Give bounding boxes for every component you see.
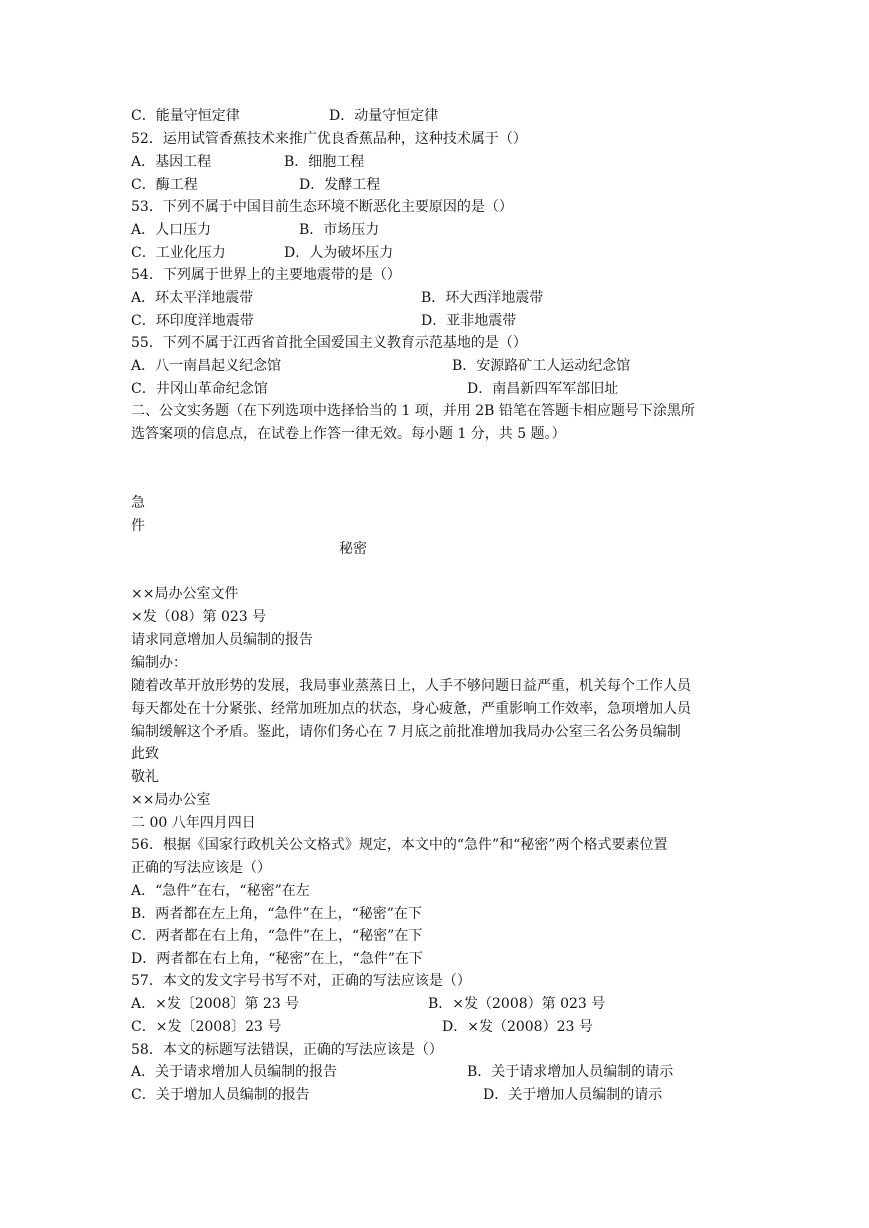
secret-mark: 秘密 <box>339 541 367 557</box>
q56-stem-line1: 56．根据《国家行政机关公文格式》规定，本文中的“急件”和“秘密”两个格式要素位置 <box>131 837 668 853</box>
q52-option-a: A．基因工程 <box>131 154 212 170</box>
q53-stem: 53．下列不属于中国目前生态环境不断恶化主要原因的是（） <box>131 199 513 215</box>
q57-option-c: C．×发〔2008〕23 号 <box>131 1019 282 1035</box>
q54-option-a: A．环太平洋地震带 <box>131 290 254 306</box>
q53-option-b: B．市场压力 <box>299 222 380 238</box>
q56-option-b: B．两者都在左上角，“急件”在上，“秘密”在下 <box>131 906 422 922</box>
doc-body-line2: 每天都处在十分紧张、经常加班加点的状态，身心疲惫，严重影响工作效率，急项增加人员 <box>131 701 691 717</box>
q53-option-a: A．人口压力 <box>131 222 212 238</box>
doc-issuer: ××局办公室文件 <box>131 586 239 602</box>
q55-stem: 55．下列不属于江西省首批全国爱国主义教育示范基地的是（） <box>131 335 527 351</box>
q58-option-c: C．关于增加人员编制的报告 <box>131 1087 310 1103</box>
section2-heading-line2: 选答案项的信息点，在试卷上作答一律无效。每小题 1 分，共 5 题。） <box>131 426 566 442</box>
q57-option-a: A．×发〔2008〕第 23 号 <box>131 996 300 1012</box>
doc-body-line3: 编制缓解这个矛盾。鉴此，请你们务心在 7 月底之前批准增加我局办公室三名公务员编制 <box>131 724 681 740</box>
q58-option-d: D．关于增加人员编制的请示 <box>483 1087 663 1103</box>
q57-option-b: B．×发（2008）第 023 号 <box>428 996 606 1012</box>
q51-option-d: D．动量守恒定律 <box>329 108 439 124</box>
doc-recipient: 编制办： <box>131 655 187 671</box>
q56-stem-line2: 正确的写法应该是（） <box>131 860 271 876</box>
q56-option-c: C．两者都在右上角，“急件”在上，“秘密”在下 <box>131 928 423 944</box>
q57-stem: 57．本文的发文字号书写不对，正确的写法应该是（） <box>131 973 471 989</box>
urgent-mark-line2: 件 <box>131 518 145 534</box>
doc-signature: ××局办公室 <box>131 792 211 808</box>
q56-option-d: D．两者都在右上角，“秘密”在上，“急件”在下 <box>131 951 423 967</box>
q58-stem: 58．本文的标题写法错误，正确的写法应该是（） <box>131 1042 443 1058</box>
q52-stem: 52．运用试管香蕉技术来推广优良香蕉品种，这种技术属于（） <box>131 131 527 147</box>
q52-option-c: C．酶工程 <box>131 177 198 193</box>
q54-option-b: B．环大西洋地震带 <box>421 290 544 306</box>
q57-option-d: D．×发（2008）23 号 <box>442 1019 593 1035</box>
q54-option-c: C．环印度洋地震带 <box>131 313 254 329</box>
doc-body-line1: 随着改革开放形势的发展，我局事业蒸蒸日上，人手不够问题日益严重，机关每个工作人员 <box>131 678 691 694</box>
q54-stem: 54．下列属于世界上的主要地震带的是（） <box>131 267 401 283</box>
q55-option-d: D．南昌新四军军部旧址 <box>467 381 619 397</box>
q55-option-c: C．井冈山革命纪念馆 <box>131 381 268 397</box>
q58-option-a: A．关于请求增加人员编制的报告 <box>131 1064 338 1080</box>
q55-option-a: A．八一南昌起义纪念馆 <box>131 358 282 374</box>
urgent-mark-line1: 急 <box>131 495 145 511</box>
doc-number: ×发（08）第 023 号 <box>131 609 267 625</box>
section2-heading-line1: 二、公文实务题（在下列选项中选择恰当的 1 项，并用 2B 铅笔在答题卡相应题号下涂黑所 <box>131 403 695 419</box>
q52-option-d: D．发酵工程 <box>299 177 381 193</box>
doc-closing-line2: 敬礼 <box>131 769 159 785</box>
doc-title: 请求同意增加人员编制的报告 <box>131 632 313 648</box>
q54-option-d: D．亚非地震带 <box>421 313 517 329</box>
q53-option-d: D．人为破坏压力 <box>284 245 394 261</box>
q52-option-b: B．细胞工程 <box>284 154 365 170</box>
q55-option-b: B．安源路矿工人运动纪念馆 <box>452 358 631 374</box>
q56-option-a: A．“急件”在右，“秘密”在左 <box>131 883 310 899</box>
q58-option-b: B．关于请求增加人员编制的请示 <box>467 1064 674 1080</box>
doc-date: 二 00 八年四月四日 <box>131 815 256 831</box>
q53-option-c: C．工业化压力 <box>131 245 226 261</box>
q51-option-c: C．能量守恒定律 <box>131 108 240 124</box>
doc-closing-line1: 此致 <box>131 746 159 762</box>
